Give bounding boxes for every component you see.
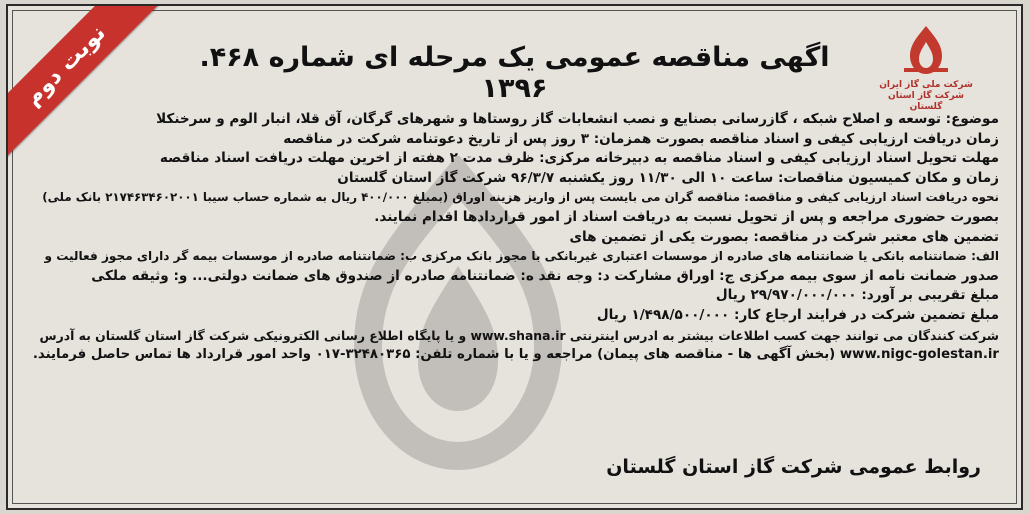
document-fee-line: نحوه دریافت اسناد ارزیابی کیفی و مناقصه: مناقصه گران می بایست پس از واریز هزینه اوراق (بمبلغ ۴۰۰/۰۰۰ ریال به شماره حساب سیبا ۲۱۷۴۶۳۴۶۰۲۰۰۱ بانک ملی): [42, 190, 999, 205]
in-person-visit-line: بصورت حضوری مراجعه و پس از تحویل نسبت به دریافت اسناد از امور قراردادها اقدام نمایند.: [374, 208, 999, 225]
subject-line: موضوع: توسعه و اصلاح شبکه ، گازرسانی بصنایع و نصب انشعابات گاز روستاها و شهرهای گرگان، آق قلا، انبار الوم و سرخنکلا: [156, 111, 999, 127]
guarantees-heading-line: تضمین های معتبر شرکت در مناقصه: بصورت یکی از تضمین های: [569, 228, 999, 245]
guarantees-options-line-2: صدور ضمانت نامه از سوی بیمه مرکزی ج: اوراق مشارکت د: وجه نقد ه: ضمانتنامه صادره از صندوق های ضمانت دولتی... و: وثیقه ملکی: [91, 267, 999, 284]
company-logo: [871, 24, 981, 112]
logo-caption-bottom: شرکت گاز استان گلستان: [888, 91, 964, 112]
tender-notice: [6, 4, 1023, 510]
notice-title: اگهی مناقصه عمومی یک مرحله ای شماره ۴۶۸. ۱۳۹۶: [199, 42, 830, 104]
guarantees-options-line-1: الف: ضمانتنامه بانکی یا ضمانتنامه های صادره از موسسات اعتباری غیربانکی با مجوز بانک مرکزی ب: ضمانتنامه صادره از موسسات بیمه گر دارای مجوز فعالیت و: [44, 249, 999, 264]
gas-flame-logo-icon: [896, 24, 956, 76]
guarantee-amount-line: مبلغ تضمین شرکت در فرایند ارجاع کار: ۱/۴۹۸/۵۰۰/۰۰۰ ریال: [596, 306, 999, 323]
notice-body: [30, 110, 999, 365]
info-website-line: شرکت کنندگان می توانند جهت کسب اطلاعات بیشتر به ادرس اینترنتی www.shana.ir و یا پایگاه اطلاع رسانی الکترونیکی شرکت گاز استان گلستان به آدرس: [39, 327, 999, 343]
submission-deadline-line: مهلت تحویل اسناد ارزیابی کیفی و اسناد مناقصه به دبیرخانه مرکزی: ظرف مدت ۲ هفته از اخرین مهلت دریافت اسناد مناقصه: [159, 150, 999, 167]
logo-caption-top: شرکت ملی گاز ایران: [879, 80, 973, 90]
second-publication-ribbon: نوبت دوم: [6, 4, 159, 159]
contact-phone-line: www.nigc-golestan.ir (بخش آگهی ها - مناقصه های پیمان) مراجعه و یا با شماره تلفن: ۳۲۴۸۰۳۶۵-۰۱۷ واحد امور قرارداد ها تماس حاصل فرمایند.: [32, 347, 999, 363]
public-relations-signature: روابط عمومی شرکت گاز استان گلستان: [606, 456, 981, 478]
documents-receipt-time-line: زمان دریافت ارزیابی کیفی و اسناد مناقصه بصورت همزمان: ۳ روز پس از تاریخ دعوتنامه شرکت در مناقصه: [283, 130, 999, 147]
commission-time-place-line: زمان و مکان کمیسیون مناقصات: ساعت ۱۰ الی ۱۱/۳۰ روز یکشنبه ۹۶/۳/۷ شرکت گاز استان گلستان: [337, 169, 999, 186]
estimated-amount-line: مبلغ تقریبی بر آورد: ۲۹/۹۷۰/۰۰۰/۰۰۰ ریال: [715, 287, 999, 304]
